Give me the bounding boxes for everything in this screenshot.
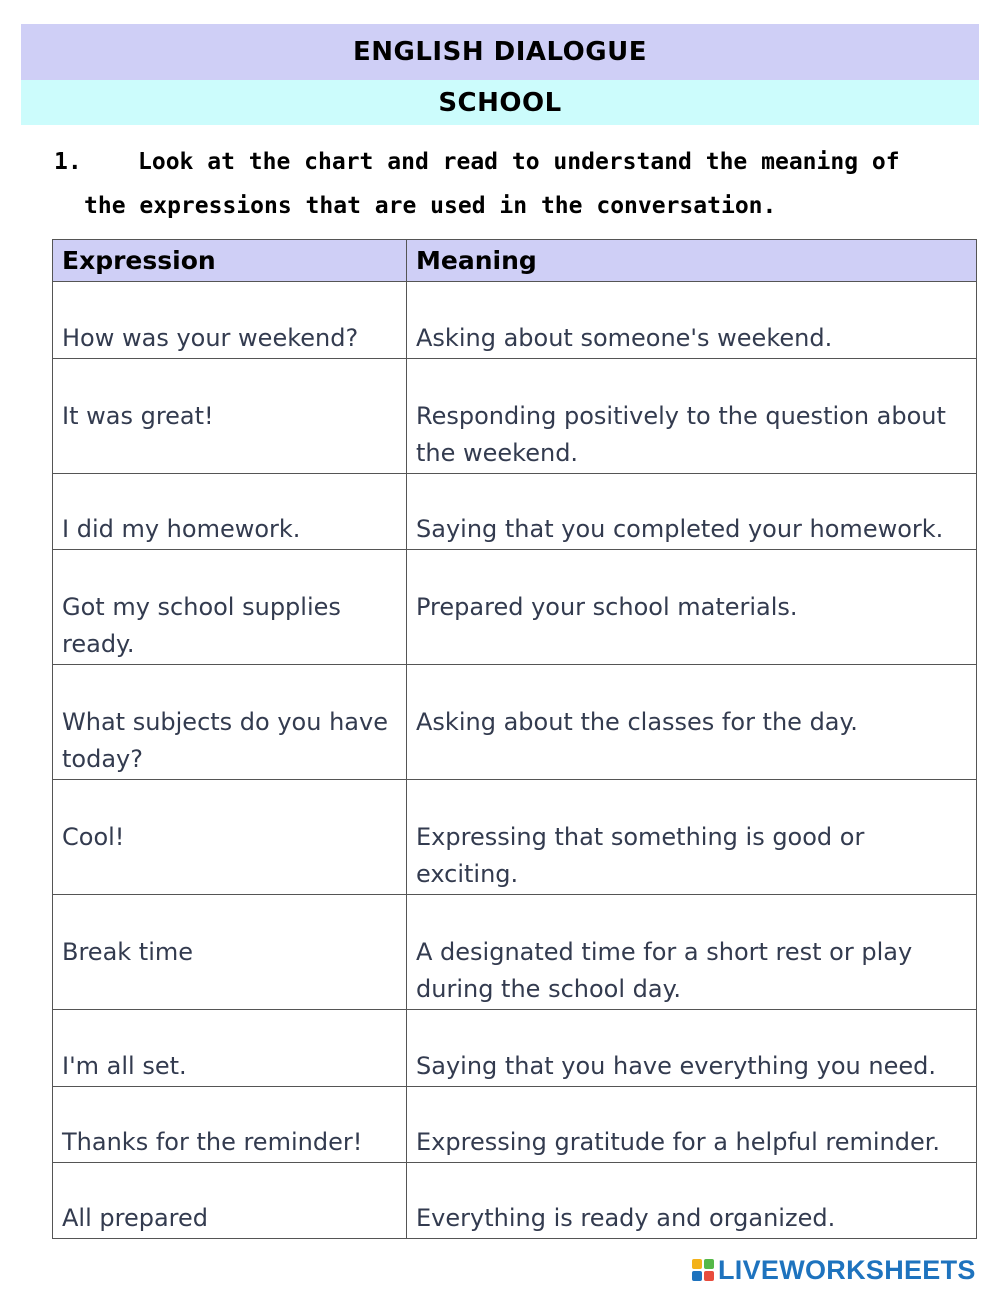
expression-cell: What subjects do you have today? <box>53 665 407 780</box>
table-row <box>53 359 977 474</box>
expression-cell: Cool! <box>53 780 407 895</box>
instruction-text <box>54 140 968 228</box>
expression-cell: All prepared <box>53 1163 407 1239</box>
expression-cell: Got my school supplies ready. <box>53 550 407 665</box>
meaning-cell: Expressing gratitude for a helpful reminder. <box>407 1087 977 1163</box>
table-row <box>53 550 977 665</box>
table-row <box>53 282 977 359</box>
meaning-cell: Asking about someone's weekend. <box>407 282 977 359</box>
table-row <box>53 665 977 780</box>
table-row <box>53 895 977 1010</box>
expression-cell: Break time <box>53 895 407 1010</box>
expression-cell: I did my homework. <box>53 474 407 550</box>
expression-cell: Thanks for the reminder! <box>53 1087 407 1163</box>
liveworksheets-logo[interactable] <box>692 1256 976 1284</box>
meaning-cell: Saying that you completed your homework. <box>407 474 977 550</box>
expression-cell: How was your weekend? <box>53 282 407 359</box>
expression-cell: I'm all set. <box>53 1010 407 1087</box>
instruction-line-2: the expressions that are used in the conversation. <box>84 193 777 219</box>
logo-blocks-icon <box>692 1259 714 1281</box>
expression-cell: It was great! <box>53 359 407 474</box>
worksheet-title: ENGLISH DIALOGUE <box>21 24 979 80</box>
table-row <box>53 780 977 895</box>
meaning-cell: Asking about the classes for the day. <box>407 665 977 780</box>
meaning-cell: Expressing that something is good or exciting. <box>407 780 977 895</box>
meaning-cell: Saying that you have everything you need. <box>407 1010 977 1087</box>
table-row <box>53 1010 977 1087</box>
table-row <box>53 1163 977 1239</box>
meaning-cell: Responding positively to the question about the weekend. <box>407 359 977 474</box>
logo-wordmark: LIVEWORKSHEETS <box>718 1254 976 1285</box>
table-row <box>53 1087 977 1163</box>
meaning-cell: A designated time for a short rest or play during the school day. <box>407 895 977 1010</box>
instruction-line-1: Look at the chart and read to understand the meaning of <box>138 149 900 175</box>
expression-column-header: Expression <box>53 240 407 282</box>
table-header-row <box>53 240 977 282</box>
instruction-number: 1. <box>54 149 82 175</box>
table-row <box>53 474 977 550</box>
meaning-column-header: Meaning <box>407 240 977 282</box>
meaning-cell: Prepared your school materials. <box>407 550 977 665</box>
meaning-cell: Everything is ready and organized. <box>407 1163 977 1239</box>
expressions-table <box>52 239 977 1239</box>
worksheet-subtitle: SCHOOL <box>21 80 979 125</box>
